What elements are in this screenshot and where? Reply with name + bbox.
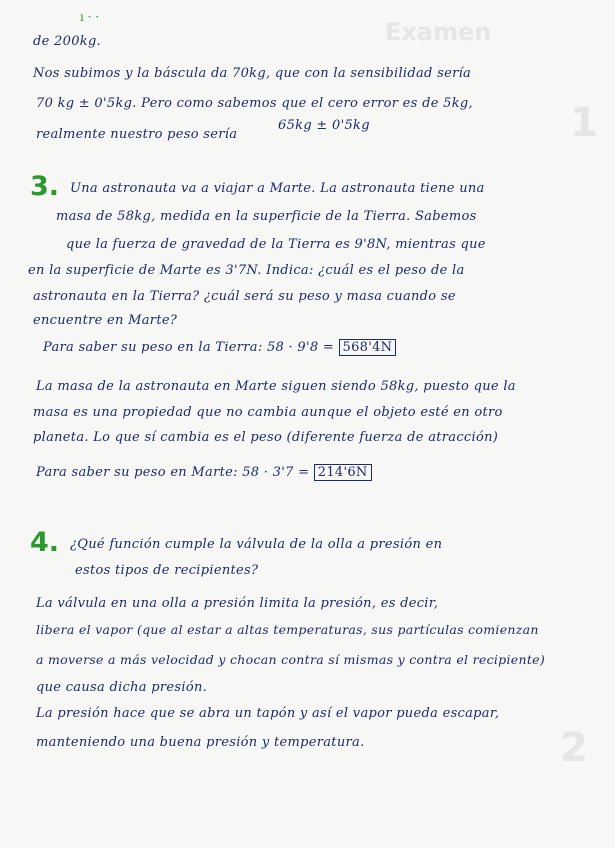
- question-4-line: ¿Qué función cumple la válvula de la olla a presión en: [70, 537, 443, 552]
- answer-line: [36, 465, 372, 481]
- answer-text: Para saber su peso en Marte: 58 · 3'7 =: [36, 465, 310, 480]
- answer-line: La presión hace que se abra un tapón y así el vapor pueda escapar,: [36, 706, 500, 721]
- text-line: realmente nuestro peso sería: [36, 127, 238, 142]
- green-ink-marks: ı · ·: [80, 10, 100, 24]
- question-4-number: 4.: [30, 527, 60, 558]
- answer-line: La válvula en una olla a presión limita la presión, es decir,: [36, 596, 439, 611]
- answer-line: libera el vapor (que al estar a altas temperaturas, sus partículas comienzan: [36, 622, 539, 637]
- question-3-line: astronauta en la Tierra? ¿cuál será su peso y masa cuando se: [33, 289, 456, 304]
- answer-line: planeta. Lo que sí cambia es el peso (diferente fuerza de atracción): [33, 430, 499, 445]
- question-3-line: encuentre en Marte?: [33, 313, 178, 328]
- bleed-through-heading: Examen: [385, 18, 492, 46]
- question-3-line: masa de 58kg, medida en la superficie de la Tierra. Sabemos: [56, 209, 477, 224]
- text-line: 70 kg ± 0'5kg. Pero como sabemos que el cero error es de 5kg,: [36, 96, 473, 111]
- text-line: Nos subimos y la báscula da 70kg, que con la sensibilidad sería: [33, 66, 472, 81]
- question-3-number: 3.: [30, 171, 60, 202]
- bleed-through-number: 1: [570, 100, 598, 146]
- boxed-result: 214'6N: [314, 464, 372, 481]
- question-4-line: estos tipos de recipientes?: [75, 563, 259, 578]
- answer-line: La masa de la astronauta en Marte siguen siendo 58kg, puesto que la: [36, 379, 516, 394]
- question-3-line: Una astronauta va a viajar a Marte. La astronauta tiene una: [70, 181, 485, 196]
- text-line: 65kg ± 0'5kg: [278, 118, 370, 133]
- answer-text: Para saber su peso en la Tierra: 58 · 9'8 =: [43, 340, 335, 355]
- boxed-result: 568'4N: [339, 339, 397, 356]
- answer-line: manteniendo una buena presión y temperatura.: [36, 735, 365, 750]
- question-3-line: que la fuerza de gravedad de la Tierra es 9'8N, mientras que: [66, 237, 486, 252]
- answer-line: a moverse a más velocidad y chocan contra sí mismas y contra el recipiente): [36, 652, 546, 667]
- text-line: de 200kg.: [33, 34, 101, 49]
- answer-line: que causa dicha presión.: [36, 680, 208, 695]
- bleed-through-number-2: 2: [560, 725, 588, 771]
- answer-line: [43, 340, 396, 356]
- question-3-line: en la superficie de Marte es 3'7N. Indica: ¿cuál es el peso de la: [28, 263, 465, 278]
- answer-line: masa es una propiedad que no cambia aunque el objeto esté en otro: [33, 405, 503, 420]
